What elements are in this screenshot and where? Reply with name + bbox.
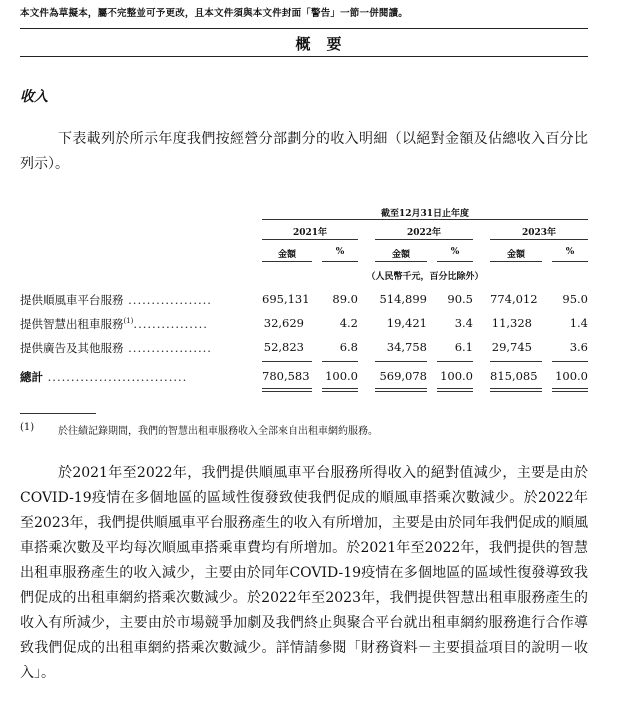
footnote-text: 於往績記錄期間，我們的智慧出租車服務收入全部來自出租車網約服務。 [58,426,378,437]
col-amount-2021: 金額 [277,250,296,260]
total-rule-bottom [322,391,358,392]
cell-pct-2022: 3.4 [454,316,473,330]
footnote-ref: (1) [123,317,134,326]
period-header: 截至12月31日止年度 [380,209,470,219]
revenue-heading: 收入 [20,89,48,105]
year-rule-2021 [262,239,358,240]
intro-paragraph: 下表載列於所示年度我們按經營分部劃分的收入明細（以絕對金額及佔總收入百分比列示）。 [20,131,588,172]
total-rule-bottom [437,388,473,389]
col-amount-2023: 金額 [506,250,525,260]
cell-pct-2022: 90.5 [447,292,473,306]
col-pct-2023: % [565,247,575,257]
cell-amount-2022: 19,421 [386,316,427,330]
cell-amount-2023: 11,328 [491,316,532,330]
col-rule [437,261,473,262]
col-rule [552,261,588,262]
total-amount-2021: 780,583 [262,369,310,383]
col-rule [490,261,542,262]
header-rule-1 [262,219,588,220]
footnote-rule [20,413,96,414]
total-rule-bottom [490,391,542,392]
total-rule-bottom [552,391,588,392]
total-rule-bottom [552,388,588,389]
total-amount-2023: 815,085 [490,369,538,383]
row-label-text: 提供順風車平台服務 [20,293,124,307]
cell-amount-2022: 514,899 [379,292,427,306]
col-rule [322,261,358,262]
year-header-2023: 2023年 [521,228,557,238]
col-rule [262,261,312,262]
cell-pct-2023: 3.6 [569,340,588,354]
total-rule-bottom [375,388,427,389]
row-label-text: 提供廣告及其他服務 [20,341,124,355]
col-amount-2022: 金額 [391,250,410,260]
total-rule-bottom [262,388,312,389]
table-row-label: 提供廣告及其他服務 .................. [20,341,212,355]
cell-amount-2021: 52,823 [263,340,304,354]
cell-amount-2021: 32,629 [263,316,304,330]
table-row-label: 提供智慧出租車服務$^{(1)}$................ [20,317,208,331]
cell-pct-2021: 4.2 [339,316,358,330]
total-rule-top [437,361,473,362]
title-rule-top [20,28,588,29]
year-rule-2023 [490,239,588,240]
cell-amount-2023: 774,012 [490,292,538,306]
col-pct-2022: % [450,247,460,257]
year-header-2022: 2022年 [406,228,442,238]
cell-pct-2021: 89.0 [332,292,358,306]
total-rule-top [322,361,358,362]
cell-amount-2023: 29,745 [491,340,532,354]
total-row-label: 總計 .............................. [20,370,188,384]
body-paragraph: 於2021年至2022年，我們提供順風車平台服務所得收入的絕對值減少，主要是由於COVID-19疫情在多個地區的區域性復發致使我們促成的順風車搭乘次數減少。於2022年至2023年，我們提供順風車平台服務產生的收入有所增加，主要是由於同年我們促成的順風車搭乘次數及平均每次順風車搭乘車費均有所增加。於2021年至2022年，我們提供的智慧出租車服務產生的收入減少，主要由於同年COVID-19疫情在多個地區的區域性復發導致我們促成的出租車網約搭乘次數減少。於2022年至2023年，我們提供智慧出租車服務產生的收入有所減少，主要由於市場競爭加劇及我們終止與聚合平台就出租車網約服務進行合作導致我們促成的出租車網約搭乘次數減少。詳情請參閱「財務資料－主要損益項目的說明－收入」。 [20,465,588,681]
draft-disclaimer: 本文件為草擬本，屬不完整並可予更改，且本文件須與本文件封面「警告」一節一併閱讀。 [20,8,409,19]
table-row-label: 提供順風車平台服務 .................. [20,293,212,307]
total-rule-bottom [437,391,473,392]
total-rule-bottom [375,391,427,392]
total-rule-top [552,361,588,362]
total-rule-top [490,361,542,362]
unit-note: （人民幣千元，百分比除外） [366,272,484,282]
total-amount-2022: 569,078 [379,369,427,383]
row-label-text: 提供智慧出租車服務 [20,317,124,331]
total-rule-top [375,361,427,362]
total-pct-2021: 100.0 [325,369,358,383]
cell-pct-2023: 95.0 [562,292,588,306]
total-rule-bottom [490,388,542,389]
footnote-marker: (1) [20,422,35,433]
cell-pct-2021: 6.8 [339,340,358,354]
total-rule-top [262,361,312,362]
total-pct-2022: 100.0 [440,369,473,383]
total-rule-bottom [322,388,358,389]
section-title: 概要 [295,35,358,53]
year-header-2021: 2021年 [292,228,328,238]
cell-pct-2022: 6.1 [454,340,473,354]
cell-amount-2022: 34,758 [386,340,427,354]
total-pct-2023: 100.0 [555,369,588,383]
total-rule-bottom [262,391,312,392]
cell-amount-2021: 695,131 [262,292,310,306]
col-pct-2021: % [335,247,345,257]
col-rule [375,261,427,262]
total-label-text: 總計 [20,370,43,384]
cell-pct-2023: 1.4 [569,316,588,330]
title-rule-bottom [20,56,588,57]
year-rule-2022 [375,239,473,240]
